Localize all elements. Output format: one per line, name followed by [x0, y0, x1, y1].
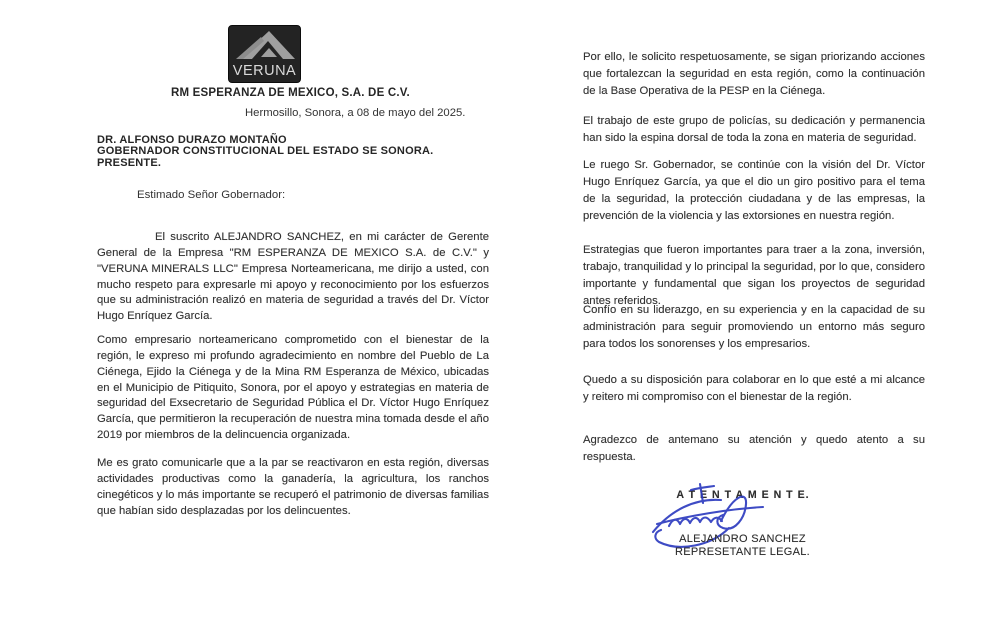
- letter-paragraph: El suscrito ALEJANDRO SANCHEZ, en mi carácter de Gerente General de la Empresa "RM ESPERANZA DE MEXICO S.A. de C.V." y "VERUNA MINERALS LLC" Empresa Norteamericana, me dirijo a usted, con mucho respeto para expresarle mi apoyo y reconocimiento por los esfuerzos que su administración realizó en materia de seguridad a través del Dr. Víctor Hugo Enríquez García.: [97, 231, 489, 323]
- letter-paragraph: Estrategias que fueron importantes para traer a la zona, inversión, trabajo, tranquilidad y lo principal la seguridad, por lo que, considero importante y fundamental que sigan los proyectos de seguridad antes referidos.: [583, 244, 925, 308]
- veruna-logo: [228, 25, 301, 83]
- date-line: Hermosillo, Sonora, a 08 de mayo del 2025.: [245, 107, 466, 119]
- signer-title: REPRESETANTE LEGAL.: [674, 545, 811, 558]
- recipient-block: [97, 135, 433, 169]
- letter-paragraph: El trabajo de este grupo de policías, su dedicación y permanencia han sido la espina dorsal de toda la zona en materia de seguridad.: [583, 115, 925, 145]
- logo-brand-text: VERUNA: [232, 63, 297, 79]
- recipient-presente: PRESENTE.: [97, 156, 162, 169]
- salutation: Estimado Señor Gobernador:: [137, 189, 286, 201]
- signature-block: [640, 533, 845, 558]
- letter-paragraph: Quedo a su disposición para colaborar en lo que esté a mi alcance y reitero mi compromiso con el bienestar de la región.: [583, 374, 925, 404]
- letter-paragraph: Me es grato comunicarle que a la par se reactivaron en esta región, diversas actividades productivas como la ganadería, la agricultura, los ranchos cinegéticos y lo más importante se recuperó el patrimonio de diversas familias que habían sido desplazadas por los delincuentes.: [97, 457, 489, 517]
- recipient-name: DR. ALFONSO DURAZO MONTAÑO: [97, 134, 287, 146]
- letter-paragraph: Agradezco de antemano su atención y quedo atento a su respuesta.: [583, 434, 925, 464]
- letter-paragraph: Por ello, le solicito respetuosamente, se sigan priorizando acciones que fortalezcan la seguridad en esta región, como la continuación de la Base Operativa de la PESP en la Ciénega.: [583, 51, 925, 98]
- letter-paragraph: Confío en su liderazgo, en su experiencia y en la capacidad de su administración para seguir promoviendo un entorno más seguro para todos los sonorenses y los empresarios.: [583, 304, 925, 351]
- recipient-title: GOBERNADOR CONSTITUCIONAL DEL ESTADO SE SONORA.: [97, 145, 434, 158]
- company-name: RM ESPERANZA DE MEXICO, S.A. DE C.V.: [171, 87, 410, 99]
- letter-paragraph: Como empresario norteamericano comprometido con el bienestar de la región, le expreso mi profundo agradecimiento en nombre del Pueblo de La Ciénega, Ejido la Ciénega y de la Mina RM Esperanza de México, ubicadas en el Municipio de Pitiquito, Sonora, por el apoyo y estrategias en materia de seguridad del Exsecretario de Seguridad Pública el Dr. Víctor Hugo Enríquez García, que permitieron la recuperación de nuestra mina tomada desde el año 2019 por miembros de la delincuencia organizada.: [97, 334, 489, 442]
- signer-name: ALEJANDRO SANCHEZ: [679, 533, 806, 545]
- letter-paragraph: Le ruego Sr. Gobernador, se continúe con la visión del Dr. Víctor Hugo Enríquez García, ya que el dio un giro positivo para el tema de la seguridad, la protección ciudadana y de las empresas, la prevención de la violencia y las extorsiones en nuestra región.: [583, 159, 925, 223]
- valediction: A T E N T A M E N T E.: [676, 489, 810, 501]
